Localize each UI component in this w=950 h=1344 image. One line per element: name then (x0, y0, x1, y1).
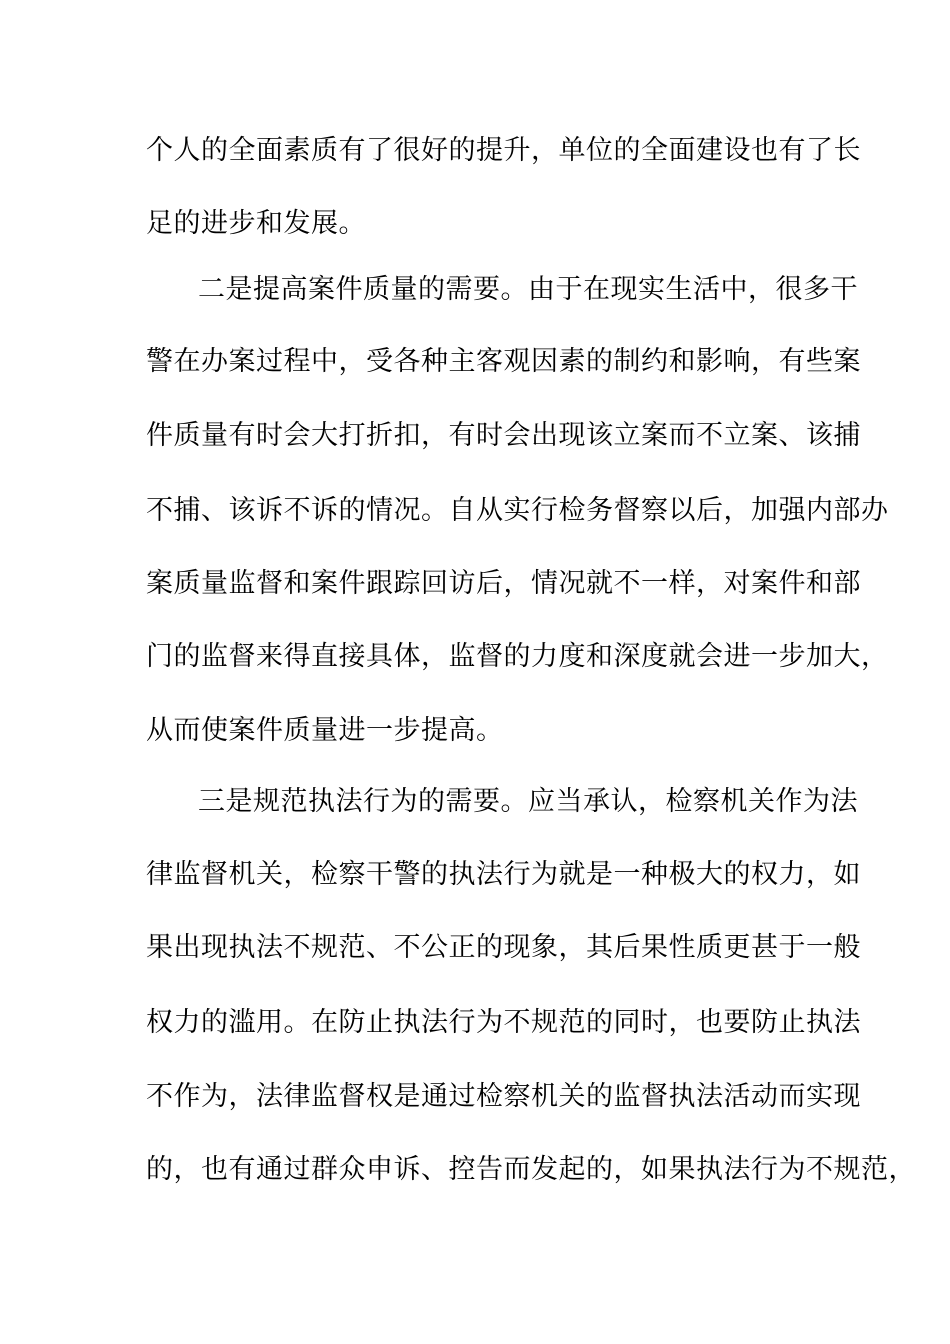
paragraph-line: 律监督机关，检察干警的执法行为就是一种极大的权力，如 (146, 859, 861, 890)
paragraph-line: 不捕、该诉不诉的情况。自从实行检务督察以后，加强内部办 (146, 495, 889, 526)
paragraph-line: 权力的滥用。在防止执法行为不规范的同时，也要防止执法 (146, 1007, 861, 1038)
paragraph-line: 件质量有时会大打折扣，有时会出现该立案而不立案、该捕 (146, 420, 861, 451)
paragraph-line: 三是规范执法行为的需要。应当承认，检察机关作为法 (198, 786, 858, 817)
paragraph-line: 个人的全面素质有了很好的提升，单位的全面建设也有了长 (146, 135, 861, 166)
paragraph-line: 从而使案件质量进一步提高。 (146, 715, 504, 746)
paragraph-line: 果出现执法不规范、不公正的现象，其后果性质更甚于一般 (146, 932, 861, 963)
paragraph-line: 足的进步和发展。 (146, 208, 366, 239)
paragraph-line: 警在办案过程中，受各种主客观因素的制约和影响，有些案 (146, 346, 861, 377)
paragraph-line: 不作为，法律监督权是通过检察机关的监督执法活动而实现 (146, 1081, 861, 1112)
paragraph-line: 案质量监督和案件跟踪回访后，情况就不一样，对案件和部 (146, 568, 861, 599)
paragraph-line: 的，也有通过群众申诉、控告而发起的，如果执法行为不规范， (146, 1154, 916, 1185)
paragraph-line: 门的监督来得直接具体，监督的力度和深度就会进一步加大， (146, 641, 889, 672)
paragraph-line: 二是提高案件质量的需要。由于在现实生活中，很多干 (198, 274, 858, 305)
